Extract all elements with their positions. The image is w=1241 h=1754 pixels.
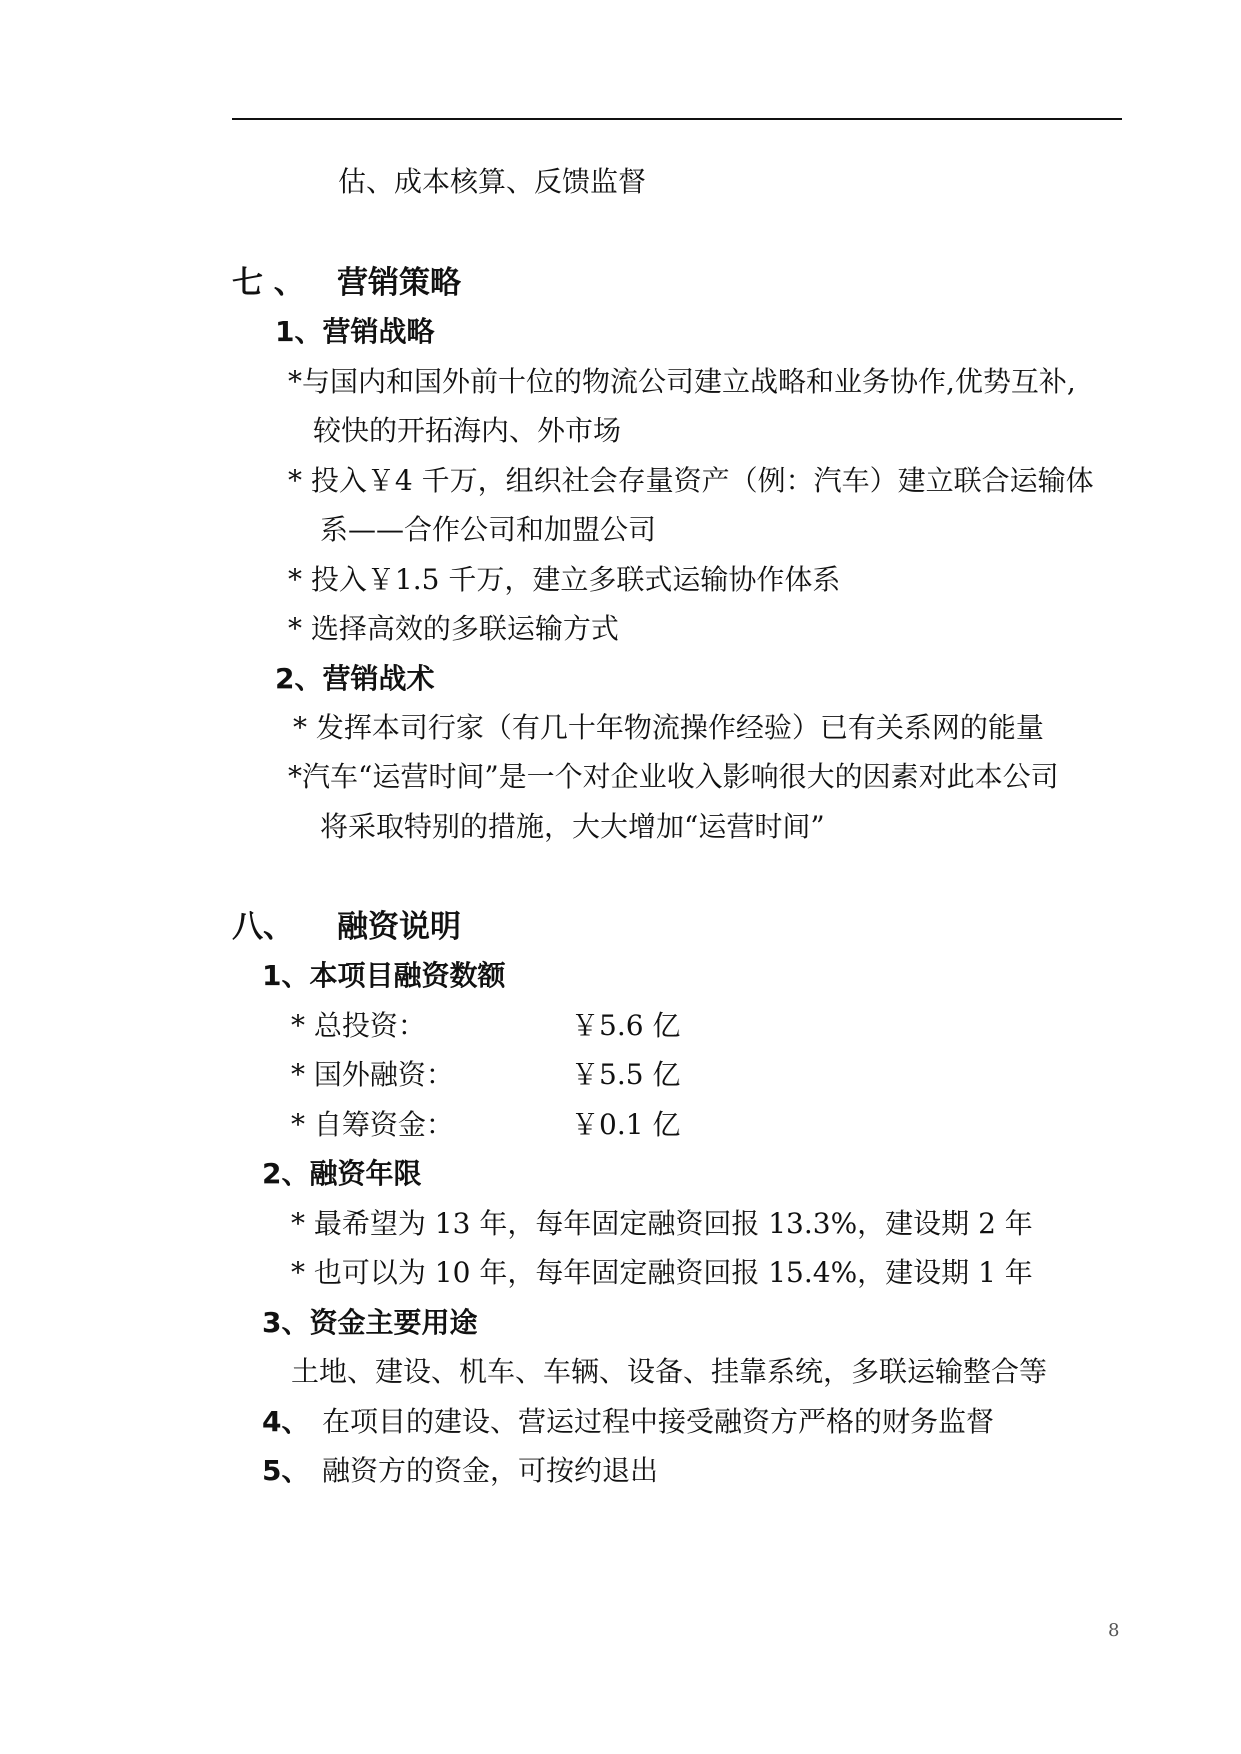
funding-label: * 总投资： — [291, 1009, 426, 1042]
list-item: 将采取特别的措施，大大增加“运营时间” — [320, 810, 825, 843]
section-7-heading — [232, 263, 461, 303]
point-5 — [262, 1453, 658, 1489]
list-item: * 投入￥4 千万，组织社会存量资产（例：汽车）建立联合运输体 — [288, 464, 1094, 497]
list-item: 系——合作公司和加盟公司 — [320, 513, 657, 546]
funding-value: ￥5.6 亿 — [571, 1009, 681, 1042]
section-8-heading — [232, 907, 461, 947]
section-8-sub-1-title: 1、本项目融资数额 — [262, 959, 506, 992]
section-7-title: 营销策略 — [337, 265, 461, 301]
funding-label: * 自筹资金： — [291, 1108, 454, 1141]
point-4 — [262, 1404, 994, 1440]
list-item: * 发挥本司行家（有几十年物流操作经验）已有关系网的能量 — [293, 711, 1044, 744]
point-5-number: 5、 — [262, 1454, 310, 1487]
funding-value: ￥5.5 亿 — [571, 1058, 681, 1091]
continuation-text: 估、成本核算、反馈监督 — [338, 165, 647, 198]
page-number: 8 — [1108, 1620, 1120, 1641]
section-8-sub-3-title: 3、资金主要用途 — [262, 1306, 478, 1339]
funds-usage-text: 土地、建设、机车、车辆、设备、挂靠系统，多联运输整合等 — [291, 1355, 1048, 1388]
point-4-number: 4、 — [262, 1405, 310, 1438]
list-item: *与国内和国外前十位的物流公司建立战略和业务协作,优势互补, — [288, 365, 1076, 398]
section-8-title: 融资说明 — [337, 909, 461, 945]
table-row — [291, 1008, 680, 1044]
funding-label: * 国外融资： — [291, 1058, 454, 1091]
list-item: * 也可以为 10 年，每年固定融资回报 15.4%，建设期 1 年 — [291, 1256, 1033, 1289]
list-item: * 投入￥1.5 千万，建立多联式运输协作体系 — [288, 563, 841, 596]
point-4-text: 在项目的建设、营运过程中接受融资方严格的财务监督 — [322, 1405, 995, 1438]
list-item: * 最希望为 13 年，每年固定融资回报 13.3%，建设期 2 年 — [291, 1207, 1033, 1240]
point-5-text: 融资方的资金，可按约退出 — [322, 1454, 659, 1487]
section-8-sub-2-title: 2、融资年限 — [262, 1157, 422, 1190]
section-7-sub-2-title: 2、营销战术 — [275, 662, 435, 695]
funding-value: ￥0.1 亿 — [571, 1108, 681, 1141]
list-item: *汽车“运营时间”是一个对企业收入影响很大的因素对此本公司 — [288, 760, 1059, 793]
section-8-number: 八、 — [232, 909, 294, 945]
table-row — [291, 1057, 680, 1093]
list-item: * 选择高效的多联运输方式 — [288, 612, 619, 645]
section-7-number: 七 、 — [232, 265, 305, 301]
section-7-sub-1-title: 1、营销战略 — [275, 315, 435, 348]
header-rule — [232, 118, 1122, 120]
table-row — [291, 1107, 680, 1143]
list-item: 较快的开拓海内、外市场 — [313, 414, 622, 447]
